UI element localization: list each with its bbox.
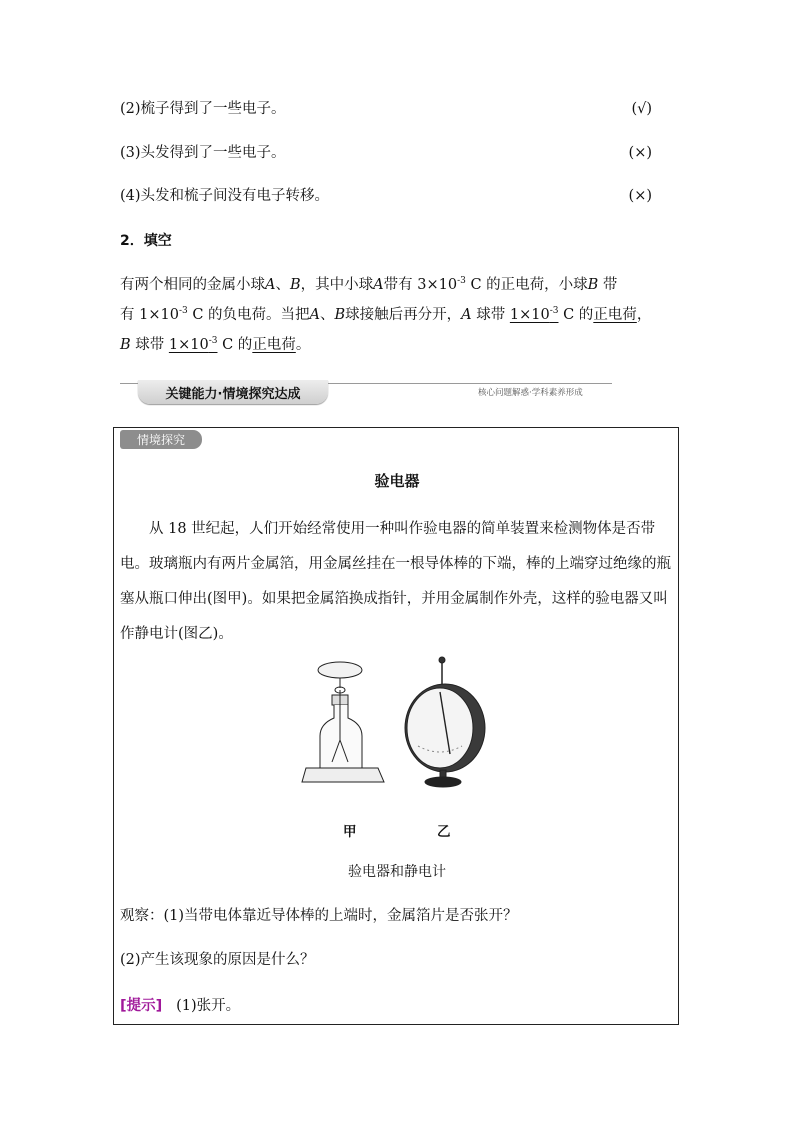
hint-line [120,996,240,1016]
electroscope-figure [300,650,500,790]
judgment-2-mark: (√) [631,101,652,117]
hint-text: (1)张开。 [176,998,241,1014]
judgment-4: (4)头发和梳子间没有电子转移。 [120,188,330,204]
answer-blank-3: $1\times 10^{-3}$ [168,336,218,353]
judgment-3: (3)头发得到了一些电子。 [120,145,286,161]
electrometer-drawing [405,657,485,787]
figure-label-jia: 甲 [343,824,357,840]
answer-blank-1: $1\times 10^{-3}$ [509,306,559,323]
hint-label: [提示] [120,998,163,1014]
electroscope-drawing [302,662,384,782]
inquiry-paragraph: 从 18 世纪起，人们开始经常使用一种叫作验电器的简单装置来检测物体是否带电。玻璃瓶内有两片金属箔，用金属丝挂在一根导体棒的下端，棒的上端穿过绝缘的瓶塞从瓶口伸出(图甲)。如果把金属箔换成指针，并用金属制作外壳，这样的验电器又叫作静电计(图乙)。 [120,521,671,642]
figure-label-yi: 乙 [437,824,451,840]
question-2: (2)产生该现象的原因是什么？ [120,952,315,968]
question-1: 观察：(1)当带电体靠近导体棒的上端时，金属箔片是否张开？ [120,908,518,924]
judgment-2: (2)梳子得到了一些电子。 [120,101,286,117]
figure-caption: 验电器和静电计 [348,864,446,880]
fill-heading: 2．填空 [120,233,172,249]
inquiry-tag: 情境探究 [120,430,202,449]
answer-blank-2: 正电荷 [593,307,637,323]
judgment-3-mark: (×) [628,145,652,161]
fill-paragraph: 有两个相同的金属小球A、B，其中小球A带有 $3\times 10^{-3}$ C 的正电荷，小球B 带 有 $1\times 10^{-3}$ C 的负电荷。当把A、B球接触后再分开，A 球带 $1\times 10^{-3}$ C 的正电荷， B 球带 $1\times 10^{-3}$ C 的正电荷。 [120,276,652,353]
answer-blank-4: 正电荷 [252,337,296,353]
inquiry-title: 验电器 [374,472,420,490]
judgment-4-mark: (×) [628,188,652,204]
section-banner: 关键能力·情境探究达成 [138,380,328,404]
section-banner-subtitle: 核心问题解惑·学科素养形成 [478,388,583,398]
